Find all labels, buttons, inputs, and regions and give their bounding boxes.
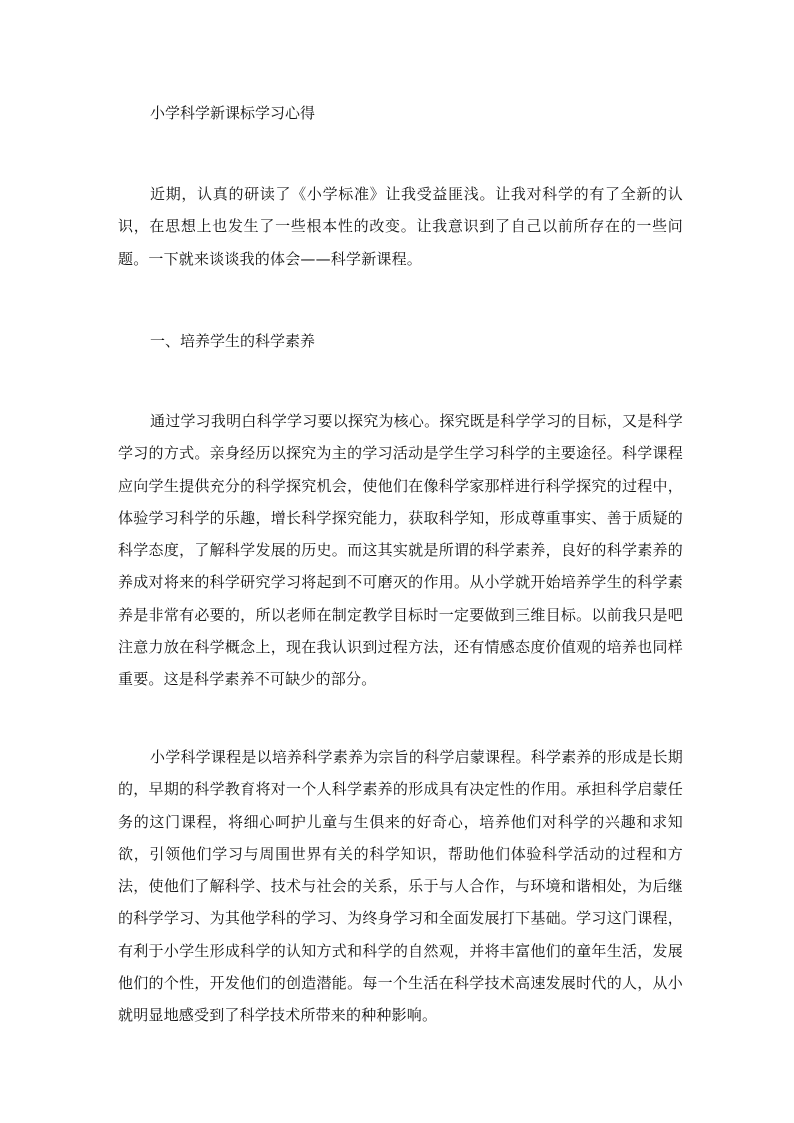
paragraph-inquiry: 通过学习我明白科学学习要以探究为核心。探究既是科学学习的目标，又是科学学习的方式。亲身经历以探究为主的学习活动是学生学习科学的主要途径。科学课程应向学生提供充分的科学探究机会，使他们在像科学家那样进行科学探究的过程中，体验学习科学的乐趣，增长科学探究能力，获取科学知，形成尊重事实、善于质疑的科学态度，了解科学发展的历史。而这其实就是所谓的科学素养，良好的科学素养的养成对将来的科学研究学习将起到不可磨灭的作用。从小学就开始培养学生的科学素养是非常有必要的，所以老师在制定教学目标时一定要做到三维目标。以前我只是吧注意力放在科学概念上，现在我认识到过程方法，还有情感态度价值观的培养也同样重要。这是科学素养不可缺少的部分。: [118, 412, 683, 689]
paragraph-intro: 近期，认真的研读了《小学标准》让我受益匪浅。让我对科学的有了全新的认识，在思想上也发生了一些根本性的改变。让我意识到了自己以前所存在的一些问题。一下就来谈谈我的体会——科学新课程。: [118, 185, 683, 268]
paragraph-curriculum: 小学科学课程是以培养科学素养为宗旨的科学启蒙课程。科学素养的形成是长期的，早期的科学教育将对一个人科学素养的形成具有决定性的作用。承担科学启蒙任务的这门课程，将细心呵护儿童与生俱来的好奇心，培养他们对科学的兴趣和求知欲，引领他们学习与周围世界有关的科学知识，帮助他们体验科学活动的过程和方法，使他们了解科学、技术与社会的关系，乐于与人合作，与环境和谐相处，为后继的科学学习、为其他学科的学习、为终身学习和全面发展打下基础。学习这门课程，有利于小学生形成科学的认知方式和科学的自然观，并将丰富他们的童年生活，发展他们的个性，开发他们的创造潜能。每一个生活在科学技术高速发展时代的人，从小就明显地感受到了科学技术所带来的种种影响。: [118, 748, 683, 1025]
section-heading: 一、培养学生的科学素养: [150, 332, 316, 350]
document-title: 小学科学新课标学习心得: [150, 104, 316, 122]
